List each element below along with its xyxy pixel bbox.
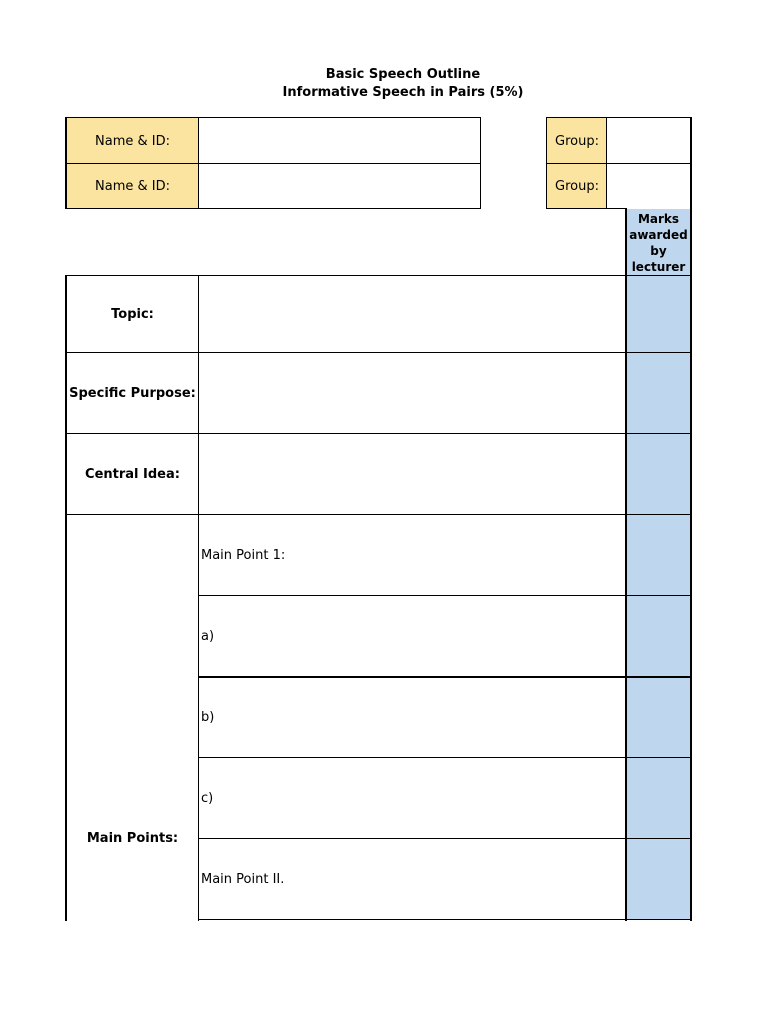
- main-point-1-field[interactable]: [199, 515, 626, 596]
- grid-line: [690, 117, 692, 921]
- main-point-1-label: Main Point 1:: [201, 548, 286, 563]
- group-label-1: Group:: [547, 118, 607, 164]
- grid-line: [65, 208, 481, 209]
- grid-line: [546, 117, 691, 118]
- group-label-2: Group:: [547, 164, 607, 209]
- subpoint-b-field[interactable]: [199, 677, 626, 758]
- grid-line: [198, 275, 199, 921]
- marks-cell-central-idea[interactable]: [626, 434, 691, 515]
- subpoint-c-field[interactable]: [199, 758, 626, 839]
- topic-field[interactable]: [199, 276, 626, 353]
- grid-line: [198, 838, 692, 839]
- grid-line: [198, 676, 692, 678]
- name-id-label-1: Name & ID:: [66, 118, 199, 164]
- marks-header-text: Marks awarded by lecturer: [629, 211, 688, 274]
- group-field-1[interactable]: [607, 118, 691, 164]
- marks-header: [626, 209, 691, 276]
- marks-cell-topic[interactable]: [626, 276, 691, 353]
- name-id-field-1[interactable]: [199, 118, 480, 164]
- main-points-label: Main Points:: [86, 830, 179, 846]
- group-field-2[interactable]: [607, 164, 691, 209]
- grid-line: [546, 163, 691, 164]
- specific-purpose-field[interactable]: [199, 353, 626, 434]
- main-point-2-field[interactable]: [199, 839, 626, 920]
- marks-cell-specific-purpose[interactable]: [626, 353, 691, 434]
- marks-cell-subpoint-c[interactable]: [626, 758, 691, 839]
- grid-line: [65, 352, 692, 353]
- specific-purpose-label: Specific Purpose:: [69, 386, 196, 401]
- grid-line: [65, 163, 481, 164]
- grid-line: [65, 275, 692, 276]
- subpoint-a-label: a): [201, 629, 215, 644]
- grid-line: [65, 117, 481, 118]
- grid-line: [606, 117, 607, 209]
- central-idea-field[interactable]: [199, 434, 626, 515]
- grid-line: [625, 208, 627, 921]
- marks-cell-subpoint-b[interactable]: [626, 677, 691, 758]
- name-id-field-2[interactable]: [199, 164, 480, 209]
- topic-label: Topic:: [111, 307, 154, 322]
- subpoint-a-field[interactable]: [199, 596, 626, 677]
- grid-line: [65, 275, 67, 921]
- grid-line: [198, 595, 692, 596]
- grid-line: [546, 208, 627, 209]
- grid-line: [480, 117, 481, 209]
- grid-line: [198, 117, 199, 209]
- central-idea-label: Central Idea:: [85, 467, 180, 482]
- subpoint-b-label: b): [201, 710, 215, 725]
- marks-cell-subpoint-a[interactable]: [626, 596, 691, 677]
- page-subtitle: Informative Speech in Pairs (5%): [282, 85, 524, 100]
- grid-line: [65, 433, 692, 434]
- grid-line: [198, 757, 692, 758]
- grid-line: [65, 514, 692, 515]
- grid-line: [65, 117, 67, 209]
- subpoint-c-label: c): [201, 791, 214, 806]
- page-title: Basic Speech Outline: [325, 67, 481, 82]
- name-id-label-2: Name & ID:: [66, 164, 199, 209]
- grid-line: [546, 117, 547, 209]
- marks-cell-main-point-2[interactable]: [626, 839, 691, 920]
- marks-cell-main-point-1[interactable]: [626, 515, 691, 596]
- main-point-2-label: Main Point II.: [201, 872, 285, 887]
- grid-line: [198, 919, 692, 920]
